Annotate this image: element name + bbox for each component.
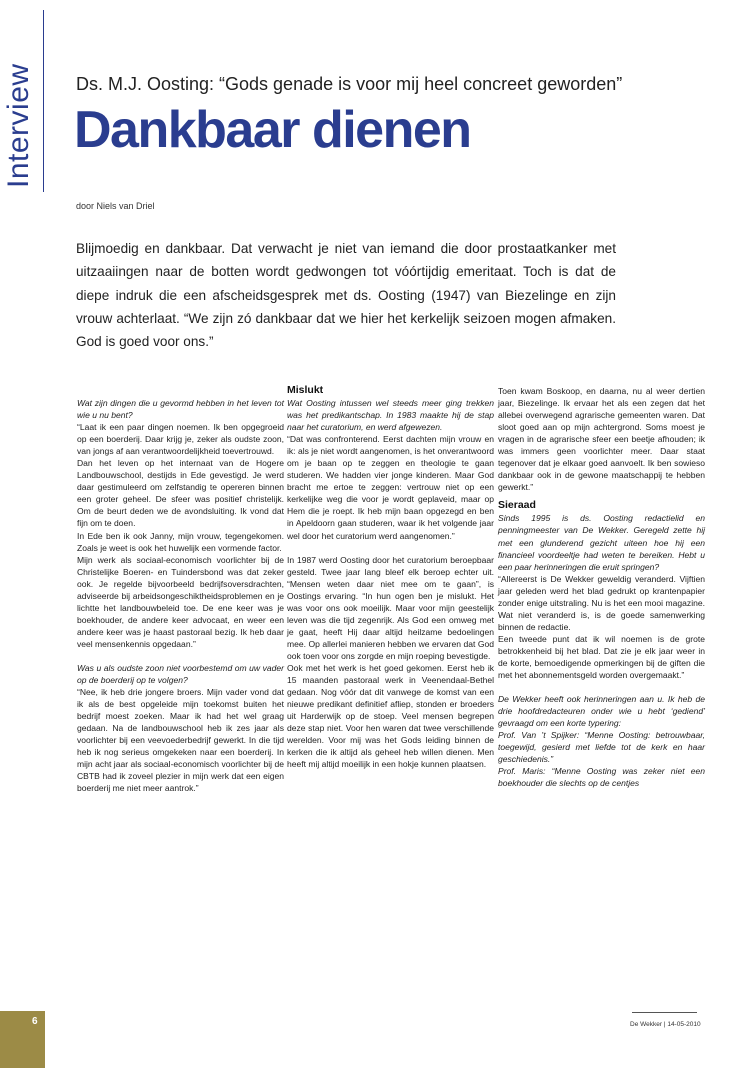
section-divider-line — [43, 10, 44, 192]
question: Was u als oudste zoon niet voorbestemd om uw vader op de boerderij op te volgen? — [77, 662, 284, 686]
byline: door Niels van Driel — [76, 201, 155, 211]
paragraph: Mijn werk als sociaal-economisch voorlichter bij de Christelijke Boeren- en Tuindersbond was dat zeker ook. Je regelde bijvoorbeeld bedrijfsoversdrachten, adviseerde bij arbeidsongeschiktheidsproblemen en je lichtte het landbouwbeleid toe. De ene keer was je boekhouder, de andere keer advocaat, en weer een andere keer was je haast pastoraal bezig. Ik heb daar veel mensenkennis opgedaan.” — [77, 554, 284, 649]
quote: Prof. Maris: “Menne Oosting was zeker niet een boekhouder die slechts op de centjes — [498, 766, 705, 789]
section-label: Interview — [2, 63, 35, 188]
column-2 — [287, 384, 494, 770]
subheading-sieraad: Sieraad — [498, 499, 536, 512]
paragraph: Dan het leven op het internaat van de Hogere Landbouwschool, destijds in Ede gevestigd. Je werd daar gestimuleerd om zelfstandig te opereren binnen een groter geheel. De sfeer was positief christelijk. Om de beurt deden we de avondsluiting. Ik vond dat fijn om te doen. — [77, 458, 284, 529]
subheading-mislukt: Mislukt — [287, 384, 324, 396]
article-subtitle: Ds. M.J. Oosting: “Gods genade is voor mij heel concreet geworden” — [76, 74, 623, 94]
intro-text: Blijmoedig en dankbaar. Dat verwacht je niet van iemand die door prostaatkanker met uitzaaiingen naar de botten wordt gedwongen tot vóórtijdig emeritaat. Toch is dat de diepe indruk die een afscheidsgesprek met ds. Oosting (1947) van Biezelinge en zijn vrouw achterlaat. “We zijn zó dankbaar dat we hier het kerkelijk seizoen mogen afmaken. God is goed voor ons.” — [76, 241, 616, 350]
question: Wat zijn dingen die u gevormd hebben in het leven tot wie u nu bent? — [77, 398, 284, 421]
intro-paragraph — [76, 237, 616, 353]
page-number: 6 — [32, 1016, 38, 1027]
footer-rule — [632, 1012, 697, 1013]
paragraph: In Ede ben ik ook Janny, mijn vrouw, tegengekomen. Zoals je weet is ook het huwelijk een vormende factor. — [77, 530, 284, 553]
paragraph: In 1987 werd Oosting door het curatorium beroepbaar gesteld. Twee jaar lang bleef elk beroep echter uit. “Mensen weten daar niet mee om te gaan”, is Oostings ervaring. “In hun ogen ben je mislukt. Het was voor ons ook moeilijk. Maar voor mijn geestelijk leven was die tijd zegenrijk. Als God een omweg met je gaat, heeft Hij daar altijd heilzame bedoelingen mee. Op allerlei manieren hebben we ervaren dat God ook toen voor ons zorgde en mijn roeping bevestigde. — [287, 554, 494, 661]
paragraph: “Nee, ik heb drie jongere broers. Mijn vader vond dat ik als de best opgeleide mijn toekomst buiten het bedrijf moest zoeken. Maar ik had het wel graag gedaan. Na de landbouwschool heb ik zes jaar als voorlichter bij een veevoederbedrijf gewerkt. In die tijd heb ik nog serieus omgekeken naar een boerderij. In mijn acht jaar als sociaal-economisch voorlichter bij de CBTB had ik zoveel plezier in mijn werk dat een eigen boerderij me niet meer aantrok.” — [77, 687, 284, 794]
paragraph: Een tweede punt dat ik wil noemen is de grote betrokkenheid bij het blad. Dat zie je elk jaar weer in de korte, bemoedigende opmerkingen bij de giften die met het abonnementsgeld worden overgemaakt.” — [498, 633, 705, 681]
lead-in: Sinds 1995 is ds. Oosting redactielid en penningmeester van De Wekker. Geregeld zette hij met een glunderend gezicht uiteen hoe hij een financieel voordeeltje had weten te bereiken. Hebt u een paar herinneringen die eruit springen? — [498, 513, 705, 572]
paragraph: “Allereerst is De Wekker geweldig veranderd. Vijftien jaar geleden werd het blad gedrukt op krantenpapier zonder enige uitstraling. Nu is het een mooi magazine. Wat niet veranderd is, is de goede samenwerking binnen de redactie. — [498, 573, 705, 632]
article-title: Dankbaar dienen — [74, 101, 471, 159]
lead-in: Wat Oosting intussen wel steeds meer ging trekken was het predikantschap. In 1983 maakte hij de stap naar het curatorium, en werd afgewezen. — [287, 398, 494, 433]
question: De Wekker heeft ook herinneringen aan u. Ik heb de drie hoofdredacteuren onder wie u hebt ‘gediend’ gevraagd om een korte typering: — [498, 694, 705, 729]
page-number-tab — [0, 1011, 45, 1068]
paragraph: “Dat was confronterend. Eerst dachten mijn vrouw en ik: als je niet wordt aangenomen, is het onverantwoord om je baan op te zeggen en theologie te gaan studeren. We hadden vier jonge kinderen. Maar God bracht me ertoe te zeggen: vertrouw niet op een kerkelijke weg die voor je wordt geplaveid, maar op Hem die je roept. Ik heb mijn baan opgezegd en ben in Apeldoorn gaan studeren, waar ik het volgende jaar wel door het curatorium werd aangenomen.” — [287, 434, 494, 541]
paragraph: Ook met het werk is het goed gekomen. Eerst heb ik 15 maanden pastoraal werk in Veenendaal-Bethel gedaan. Nog vóór dat dit vanwege de komst van een nieuwe predikant definitief afliep, stonden er broeders uit Harderwijk op de stoep. Veel mensen begrepen deze stap niet. Voor hen waren dat twee verschillende werelden. Voor mij was het Gods leiding binnen de kerken die ik altijd als geheel heb willen dienen. Men heeft mij altijd moeilijk in een hokje kunnen plaatsen. — [287, 662, 494, 770]
footer-publication: De Wekker | 14-05-2010 — [630, 1021, 701, 1028]
quote: Prof. Van ’t Spijker: “Menne Oosting: betrouwbaar, toegewijd, gesierd met liefde tot de kerk en haar geschiedenis.” — [498, 730, 705, 765]
paragraph: “Laat ik een paar dingen noemen. Ik ben opgegroeid op een boerderij. Daar krijg je, zeker als oudste zoon, van jongs af aan verantwoordelijkheid toevertrouwd. — [77, 422, 284, 457]
column-1 — [77, 397, 284, 795]
column-3 — [498, 385, 705, 789]
paragraph: Toen kwam Boskoop, en daarna, nu al weer dertien jaar, Biezelinge. Ik ervaar het als een zegen dat het allebei overwegend agrarische gemeenten waren. Dat sloot goed aan op mijn achtergrond. Soms moest je vragen in de agrarische sfeer een beetje afhouden; ik was immers geen voorlichter meer. Daar staat tegenover dat je elkaar goed aanvoelt. Ik ben sowieso dankbaar ook in de gewone maatschappij te hebben gewerkt.” — [498, 386, 705, 493]
